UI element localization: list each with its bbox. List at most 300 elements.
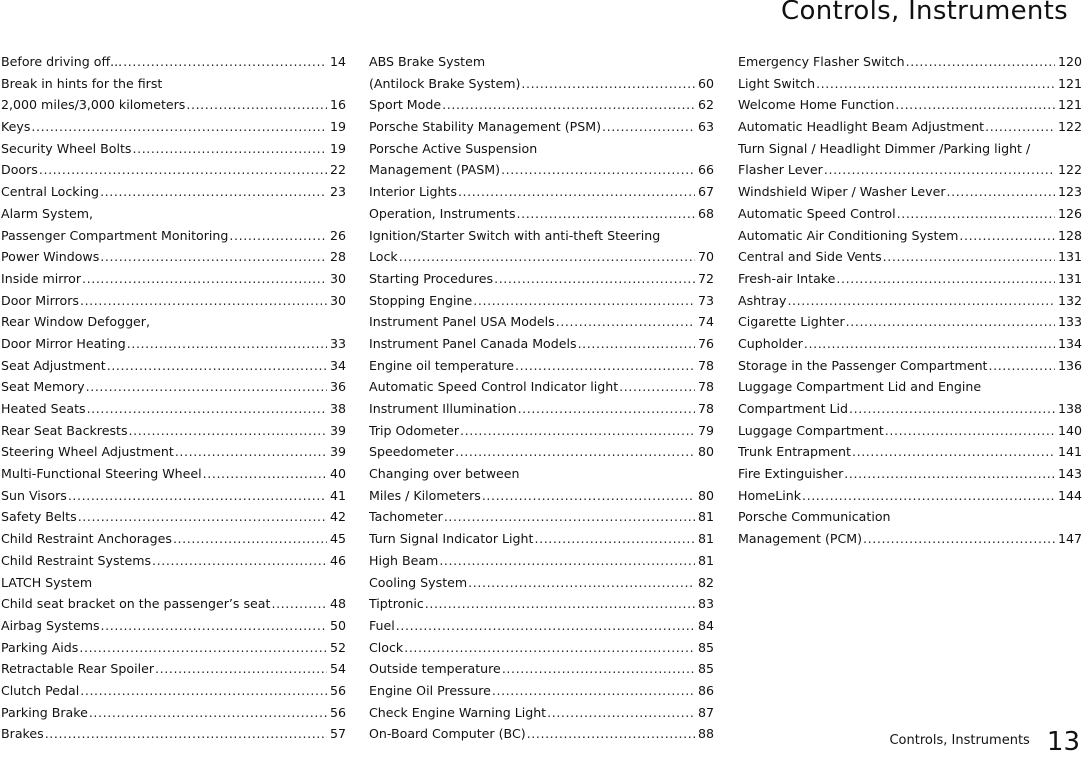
- toc-entry-page: 63: [697, 119, 714, 135]
- toc-entry: [1, 463, 346, 485]
- dot-leader: [517, 203, 695, 225]
- toc-entry-page: 73: [697, 292, 714, 308]
- toc-entry-title: Cupholder: [738, 335, 803, 351]
- toc-entry-title: Management (PCM): [738, 531, 863, 547]
- toc-entry: [369, 420, 714, 442]
- toc-entry-page: 134: [1057, 335, 1082, 351]
- toc-entry-page: 121: [1057, 97, 1082, 113]
- toc-entry-title: Parking Brake: [1, 704, 88, 720]
- toc-entry-page: 30: [329, 270, 346, 286]
- toc-entry: [1, 723, 346, 745]
- toc-entry-page: 52: [329, 639, 346, 655]
- dot-leader: [444, 506, 695, 528]
- dot-leader: [534, 528, 694, 550]
- toc-entry: [1, 572, 346, 594]
- toc-entry-page: 50: [329, 617, 346, 633]
- toc-entry-title: Seat Memory: [1, 379, 85, 395]
- toc-entry: [738, 420, 1082, 442]
- dot-leader: [39, 159, 327, 181]
- dot-leader: [547, 702, 695, 724]
- toc-entry-title: High Beam: [369, 552, 439, 568]
- toc-entry: [1, 203, 346, 225]
- toc-entry-title: Child seat bracket on the passenger’s seat: [1, 596, 271, 612]
- toc-entry: [369, 572, 714, 594]
- dot-leader: [425, 593, 695, 615]
- toc-entry-title: Child Restraint Anchorages: [1, 531, 172, 547]
- dot-leader: [883, 246, 1055, 268]
- dot-leader: [816, 73, 1055, 95]
- toc-entry-page: 78: [697, 379, 714, 395]
- toc-entry: [738, 268, 1082, 290]
- toc-entry: [369, 506, 714, 528]
- dot-leader: [521, 73, 695, 95]
- toc-entry-title: Ashtray: [738, 292, 787, 308]
- toc-entry: [369, 225, 714, 247]
- toc-entry-page: 42: [329, 509, 346, 525]
- toc-entry-title: Before driving off...: [1, 54, 123, 69]
- toc-entry-page: 67: [697, 184, 714, 200]
- dot-leader: [203, 463, 327, 485]
- toc-entry-page: 66: [697, 162, 714, 178]
- dot-leader: [152, 550, 327, 572]
- toc-entry-page: 33: [329, 335, 346, 351]
- toc-entry-title: Welcome Home Function: [738, 97, 895, 113]
- toc-entry-page: 86: [697, 682, 714, 698]
- toc-entry-title: Keys: [1, 119, 31, 135]
- dot-leader: [45, 723, 327, 745]
- dot-leader: [89, 702, 327, 724]
- toc-entry-page: 138: [1057, 401, 1082, 416]
- toc-entry-title: ABS Brake System: [369, 54, 486, 69]
- toc-entry-title: Door Mirror Heating: [1, 335, 126, 351]
- toc-entry: [1, 181, 346, 203]
- toc-entry-page: 39: [329, 422, 346, 438]
- toc-entry-title: Windshield Wiper / Washer Lever: [738, 184, 946, 200]
- toc-entry: [738, 355, 1082, 377]
- toc-entry: [1, 637, 346, 659]
- dot-leader: [127, 333, 327, 355]
- dot-leader: [885, 420, 1055, 442]
- toc-entry-page: 136: [1057, 357, 1082, 373]
- toc-entry-page: 120: [1057, 54, 1082, 69]
- dot-leader: [836, 268, 1055, 290]
- toc-entry: [738, 116, 1082, 138]
- toc-entry-page: 14: [329, 54, 346, 69]
- toc-entry: [1, 225, 346, 247]
- dot-leader: [501, 159, 695, 181]
- toc-entry: [369, 268, 714, 290]
- dot-leader: [527, 723, 695, 745]
- toc-entry: [1, 94, 346, 116]
- toc-entry-page: 131: [1057, 249, 1082, 265]
- toc-entry-title: Turn Signal Indicator Light: [369, 531, 534, 547]
- toc-entry-page: 54: [329, 661, 346, 677]
- dot-leader: [895, 94, 1055, 116]
- toc-entry: [369, 203, 714, 225]
- toc-entry-page: 80: [697, 444, 714, 460]
- toc-entry: [1, 550, 346, 572]
- toc-entry: [738, 398, 1082, 420]
- toc-entry-page: 46: [329, 552, 346, 568]
- toc-entry-title: Rear Window Defogger,: [1, 314, 150, 330]
- toc-entry-title: Fresh-air Intake: [738, 270, 836, 286]
- dot-leader: [518, 398, 695, 420]
- toc-entry-title: On-Board Computer (BC): [369, 726, 526, 742]
- toc-entry-page: 41: [329, 487, 346, 503]
- toc-entry-page: 140: [1057, 422, 1082, 438]
- dot-leader: [455, 441, 695, 463]
- toc-entry: [1, 376, 346, 398]
- toc-entry-title: Steering Wheel Adjustment: [1, 444, 174, 460]
- toc-entry-title: Passenger Compartment Monitoring: [1, 227, 229, 243]
- toc-entry: [369, 615, 714, 637]
- dot-leader: [186, 94, 327, 116]
- dot-leader: [107, 355, 327, 377]
- toc-entry: [1, 311, 346, 333]
- dot-leader: [846, 311, 1055, 333]
- toc-entry-title: Brakes: [1, 726, 44, 742]
- toc-entry: [1, 528, 346, 550]
- dot-leader: [863, 528, 1055, 550]
- toc-entry-page: 87: [697, 704, 714, 720]
- dot-leader: [439, 550, 695, 572]
- toc-entry-page: 123: [1057, 184, 1082, 200]
- toc-entry-title: (Antilock Brake System): [369, 75, 521, 91]
- toc-entry-title: Automatic Air Conditioning System: [738, 227, 959, 243]
- toc-entry-page: 30: [329, 292, 346, 308]
- dot-leader: [80, 680, 327, 702]
- toc-entry: [1, 485, 346, 507]
- toc-entry: [1, 680, 346, 702]
- dot-leader: [619, 376, 695, 398]
- toc-entry: [738, 528, 1082, 550]
- toc-entry-title: LATCH System: [1, 574, 93, 590]
- toc-entry-page: 48: [329, 596, 346, 612]
- dot-leader: [271, 593, 327, 615]
- toc-entry-title: Airbag Systems: [1, 617, 100, 633]
- toc-entry-title: Power Windows: [1, 249, 100, 265]
- toc-entry: [1, 73, 346, 95]
- toc-entry-title: Outside temperature: [369, 661, 501, 677]
- toc-entry-page: 79: [697, 422, 714, 438]
- toc-entry-title: Porsche Communication: [738, 509, 891, 525]
- toc-entry-page: 84: [697, 617, 714, 633]
- toc-entry: [369, 159, 714, 181]
- dot-leader: [101, 615, 327, 637]
- toc-entry-title: Cigarette Lighter: [738, 314, 845, 330]
- toc-entry-page: 81: [697, 552, 714, 568]
- toc-entry-title: Automatic Speed Control Indicator light: [369, 379, 619, 395]
- toc-entry-page: 26: [329, 227, 346, 243]
- toc-entry: [738, 138, 1082, 160]
- dot-leader: [502, 658, 695, 680]
- dot-leader: [442, 94, 695, 116]
- page-footer: [889, 727, 1080, 757]
- toc-entry-title: Check Engine Warning Light: [369, 704, 547, 720]
- toc-entry: [369, 441, 714, 463]
- toc-entry-title: Automatic Speed Control: [738, 205, 896, 221]
- toc-entry-title: Luggage Compartment: [738, 422, 884, 438]
- dot-leader: [482, 485, 695, 507]
- toc-entry-page: 57: [329, 726, 346, 742]
- toc-entry-title: Speedometer: [369, 444, 455, 460]
- toc-entry-page: 56: [329, 682, 346, 698]
- toc-entry-page: 131: [1057, 270, 1082, 286]
- toc-entry: [369, 333, 714, 355]
- dot-leader: [824, 159, 1055, 181]
- dot-leader: [515, 355, 695, 377]
- toc-entry-title: Central Locking: [1, 184, 100, 200]
- dot-leader: [959, 225, 1055, 247]
- toc-entry: [738, 225, 1082, 247]
- toc-entry-page: 36: [329, 379, 346, 395]
- toc-entry-title: Management (PASM): [369, 162, 501, 178]
- toc-entry-page: 16: [329, 97, 346, 113]
- toc-entry-title: Sport Mode: [369, 97, 442, 113]
- toc-entry: [738, 290, 1082, 312]
- page-number: 13: [1046, 727, 1080, 757]
- toc-entry: [1, 355, 346, 377]
- dot-leader: [458, 181, 695, 203]
- toc-entry-title: Operation, Instruments: [369, 205, 516, 221]
- toc-entry-page: 70: [697, 249, 714, 265]
- toc-entry: [369, 550, 714, 572]
- toc-entry-title: Compartment Lid: [738, 401, 849, 416]
- toc-entry-title: Instrument Panel USA Models: [369, 314, 555, 330]
- toc-entry-page: 122: [1057, 162, 1082, 178]
- toc-entry-title: Stopping Engine: [369, 292, 473, 308]
- toc-entry-page: 62: [697, 97, 714, 113]
- toc-entry: [738, 181, 1082, 203]
- toc-entry-title: 2,000 miles/3,000 kilometers: [1, 97, 186, 113]
- toc-entry: [1, 138, 346, 160]
- toc-entry-title: Retractable Rear Spoiler: [1, 661, 155, 677]
- dot-leader: [802, 485, 1055, 507]
- toc-entry-title: Cooling System: [369, 574, 468, 590]
- toc-entry-title: Interior Lights: [369, 184, 457, 200]
- toc-entry-title: Multi-Functional Steering Wheel: [1, 466, 202, 482]
- toc-entry-page: 72: [697, 270, 714, 286]
- toc-entry-page: 74: [697, 314, 714, 330]
- toc-entry: [738, 73, 1082, 95]
- dot-leader: [87, 398, 327, 420]
- toc-entry-title: Trip Odometer: [369, 422, 460, 438]
- toc-entry-page: 128: [1057, 227, 1082, 243]
- dot-leader: [100, 181, 327, 203]
- toc-entry: [369, 290, 714, 312]
- toc-entry: [369, 593, 714, 615]
- toc-entry: [369, 94, 714, 116]
- dot-leader: [229, 225, 327, 247]
- toc-entry: [1, 398, 346, 420]
- dot-leader: [155, 658, 327, 680]
- toc-entry-page: 38: [329, 401, 346, 416]
- dot-leader: [492, 680, 695, 702]
- toc-entry-page: 19: [329, 140, 346, 156]
- toc-entry: [369, 376, 714, 398]
- toc-entry: [369, 528, 714, 550]
- dot-leader: [173, 528, 327, 550]
- toc-entry-page: 78: [697, 401, 714, 416]
- toc-entry-title: HomeLink: [738, 487, 801, 503]
- toc-entry-title: Changing over between: [369, 466, 520, 482]
- toc-entry-page: 141: [1057, 444, 1082, 460]
- toc-column-3: [738, 51, 1082, 550]
- toc-entry-title: Instrument Illumination: [369, 401, 517, 416]
- toc-entry-page: 83: [697, 596, 714, 612]
- dot-leader: [80, 290, 327, 312]
- toc-entry: [738, 203, 1082, 225]
- toc-entry: [738, 506, 1082, 528]
- toc-entry-title: Central and Side Vents: [738, 249, 882, 265]
- dot-leader: [86, 376, 327, 398]
- toc-entry: [369, 116, 714, 138]
- dot-leader: [849, 398, 1055, 420]
- toc-entry-page: 68: [697, 205, 714, 221]
- toc-entry-title: Tiptronic: [369, 596, 424, 612]
- toc-entry-title: Break in hints for the first: [1, 75, 163, 91]
- toc-entry: [369, 702, 714, 724]
- toc-entry: [369, 73, 714, 95]
- toc-entry-title: Inside mirror: [1, 270, 82, 286]
- toc-entry: [369, 463, 714, 485]
- toc-entry: [369, 658, 714, 680]
- dot-leader: [399, 246, 695, 268]
- toc-entry: [1, 658, 346, 680]
- dot-leader: [78, 506, 327, 528]
- toc-entry: [369, 311, 714, 333]
- toc-entry-title: Engine oil temperature: [369, 357, 515, 373]
- toc-entry-title: Ignition/Starter Switch with anti-theft Steering: [369, 227, 661, 243]
- dot-leader: [123, 51, 327, 73]
- toc-entry-title: Automatic Headlight Beam Adjustment: [738, 119, 985, 135]
- dot-leader: [906, 51, 1055, 73]
- toc-entry-page: 81: [697, 531, 714, 547]
- toc-entry-page: 45: [329, 531, 346, 547]
- toc-entry-title: Flasher Lever: [738, 162, 823, 178]
- toc-entry: [369, 181, 714, 203]
- toc-entry-page: 28: [329, 249, 346, 265]
- footer-section-label: Controls, Instruments: [889, 733, 1030, 748]
- toc-entry-title: Porsche Active Suspension: [369, 140, 538, 156]
- toc-column-2: [369, 51, 714, 745]
- toc-entry: [738, 333, 1082, 355]
- toc-entry-title: Door Mirrors: [1, 292, 79, 308]
- toc-entry-title: Engine Oil Pressure: [369, 682, 491, 698]
- toc-entry: [369, 246, 714, 268]
- toc-entry-title: Safety Belts: [1, 509, 77, 525]
- toc-entry: [738, 94, 1082, 116]
- toc-entry: [369, 637, 714, 659]
- toc-entry: [369, 398, 714, 420]
- toc-entry-title: Heated Seats: [1, 401, 86, 416]
- dot-leader: [79, 637, 327, 659]
- dot-leader: [804, 333, 1055, 355]
- dot-leader: [100, 246, 327, 268]
- dot-leader: [578, 333, 695, 355]
- toc-entry-page: 34: [329, 357, 346, 373]
- dot-leader: [602, 116, 695, 138]
- toc-entry: [738, 463, 1082, 485]
- toc-entry-title: Clutch Pedal: [1, 682, 80, 698]
- toc-entry-page: 82: [697, 574, 714, 590]
- toc-entry-title: Fuel: [369, 617, 395, 633]
- toc-entry-title: Child Restraint Systems: [1, 552, 152, 568]
- toc-entry: [1, 702, 346, 724]
- toc-entry-page: 76: [697, 335, 714, 351]
- toc-entry-title: Security Wheel Bolts: [1, 140, 132, 156]
- toc-entry: [1, 441, 346, 463]
- toc-entry: [1, 333, 346, 355]
- toc-entry-title: Clock: [369, 639, 404, 655]
- toc-entry-page: 56: [329, 704, 346, 720]
- toc-entry: [1, 268, 346, 290]
- toc-entry: [1, 506, 346, 528]
- dot-leader: [556, 311, 695, 333]
- toc-entry-title: Parking Aids: [1, 639, 79, 655]
- toc-entry: [738, 376, 1082, 398]
- toc-entry-title: Luggage Compartment Lid and Engine: [738, 379, 982, 395]
- toc-entry-page: 40: [329, 466, 346, 482]
- toc-entry: [1, 246, 346, 268]
- toc-entry-title: Seat Adjustment: [1, 357, 106, 373]
- page-title: Controls, Instruments: [781, 0, 1068, 26]
- toc-entry-title: Emergency Flasher Switch: [738, 54, 905, 69]
- toc-entry: [738, 159, 1082, 181]
- toc-entry-page: 144: [1057, 487, 1082, 503]
- toc-entry-title: Miles / Kilometers: [369, 487, 481, 503]
- toc-entry: [738, 246, 1082, 268]
- toc-entry-page: 133: [1057, 314, 1082, 330]
- dot-leader: [494, 268, 695, 290]
- dot-leader: [396, 615, 695, 637]
- toc-entry-page: 88: [697, 726, 714, 742]
- toc-entry: [369, 723, 714, 745]
- toc-entry-page: 85: [697, 661, 714, 677]
- toc-entry-title: Tachometer: [369, 509, 443, 525]
- toc-entry-page: 121: [1057, 75, 1082, 91]
- toc-entry-title: Light Switch: [738, 75, 816, 91]
- toc-entry: [1, 290, 346, 312]
- toc-entry: [738, 485, 1082, 507]
- toc-entry-page: 122: [1057, 119, 1082, 135]
- toc-entry-title: Fire Extinguisher: [738, 466, 844, 482]
- dot-leader: [947, 181, 1055, 203]
- toc-entry: [1, 159, 346, 181]
- dot-leader: [787, 290, 1055, 312]
- toc-entry: [369, 138, 714, 160]
- toc-entry: [369, 680, 714, 702]
- dot-leader: [985, 116, 1055, 138]
- dot-leader: [460, 420, 695, 442]
- dot-leader: [129, 420, 327, 442]
- toc-entry-title: Starting Procedures: [369, 270, 494, 286]
- dot-leader: [404, 637, 695, 659]
- dot-leader: [852, 441, 1055, 463]
- toc-entry: [1, 420, 346, 442]
- toc-entry: [1, 593, 346, 615]
- dot-leader: [82, 268, 327, 290]
- toc-entry-page: 143: [1057, 466, 1082, 482]
- toc-entry: [738, 441, 1082, 463]
- toc-entry-page: 22: [329, 162, 346, 178]
- toc-entry-page: 132: [1057, 292, 1082, 308]
- toc-entry-title: Alarm System,: [1, 205, 94, 221]
- toc-entry-page: 147: [1057, 531, 1082, 547]
- dot-leader: [175, 441, 327, 463]
- toc-entry-page: 39: [329, 444, 346, 460]
- dot-leader: [133, 138, 327, 160]
